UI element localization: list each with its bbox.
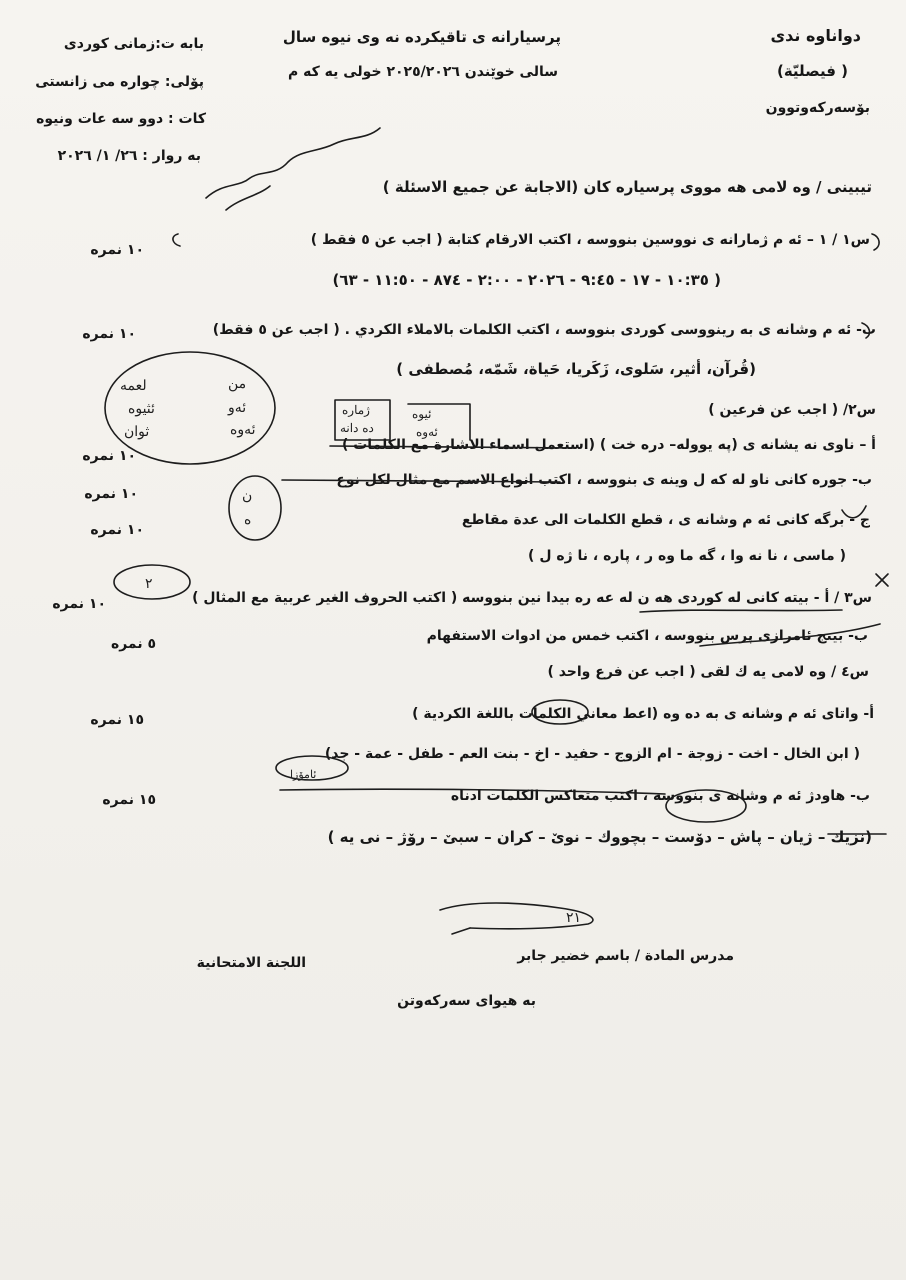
q1-b-mark: ١٠ نمره xyxy=(82,326,136,342)
grade: پۆلى: چواره مى زانستى xyxy=(35,74,204,90)
q4-b-mark: ١٥ نمره xyxy=(102,792,156,808)
svg-text:ن: ن xyxy=(242,488,253,504)
q1-a-numbers: ( ١٠:٣٥ - ١٧ - ٩:٤٥ - ٢٠٢٦ - ٢:٠٠ - ٨٧٤ - ١١:٥٠ - ٦٣) xyxy=(332,271,721,289)
subject: بابه ت:زمانى كوردى xyxy=(63,36,204,52)
q4-b-words: (نزيك – ژيان – پاش – دۆست – بچووك – نوێ – كران – سبێ – رۆژ – نی يه ) xyxy=(327,828,872,846)
q4-a-words: ( ابن الخال - اخت - زوجة - ام الزوج - حفيد - اخ - بنت العم - طفل - عمة - جد) xyxy=(324,746,860,762)
teacher-name: مدرس المادة / باسم خضير جابر xyxy=(517,948,734,964)
q4-a-mark: ١٥ نمره xyxy=(90,712,144,728)
instruction: تيبينى / وه لامى هه مووى پرسياره كان (الاجابة عن جميع الاسئلة ) xyxy=(382,178,872,196)
svg-text:٢: ٢ xyxy=(145,576,153,592)
exam-title: پرسيارانه ى تاقيكرده نه وى نيوه سال xyxy=(282,28,561,46)
exam-time: كات : دوو سه عات ونيوه xyxy=(36,111,206,127)
good-luck-header: بۆسەرکەوتوون xyxy=(765,100,870,116)
q2-c-mark: ١٠ نمره xyxy=(90,522,144,538)
q4-title: س٤ / وه لامى يه ك لقى ( اجب عن فرع واحد ) xyxy=(547,664,869,680)
q3-a-mark: ١٠ نمره xyxy=(52,596,106,612)
q2-b-text: ب- جوره كانى ناو له كه ل وينه ى بنووسه ، اكتب انواع الاسم مع مثال لكل نوع xyxy=(336,472,872,488)
svg-text:ئەوه: ئەوه xyxy=(416,425,438,439)
svg-text:ژماره: ژماره xyxy=(342,403,370,417)
svg-text:ئامۆزا: ئامۆزا xyxy=(290,768,317,781)
svg-text:ثوان: ثوان xyxy=(124,424,150,440)
q2-c-words: ( ماسى ، نا نه وا ، گه ما وه ر ، پاره ، نا ژه ل ) xyxy=(528,548,846,564)
exam-committee: اللجنة الامتحانية xyxy=(196,955,306,971)
q4-b-text: ب- هاودژ ئه م وشانه ى بنووسه ، اكتب متعاكس الكلمات ادناه xyxy=(450,788,870,804)
q2-title: س٢/ ( اجب عن فرعين ) xyxy=(708,402,876,418)
q3-b-mark: ٥ نمره xyxy=(110,636,156,652)
school-name: دواناوه ندى xyxy=(770,26,861,45)
exam-date: به روار : ٢٦/ ١/ ٢٠٢٦ xyxy=(57,148,201,164)
svg-text:ئەوه: ئەوه xyxy=(230,422,256,438)
q1-a-text: س١ / ١ – ئه م ژمارانه ى نووسين بنووسه ، اكتب الارقام كتابة ( اجب عن ٥ فقط ) xyxy=(310,232,870,248)
school-branch: ( فيصلیّة) xyxy=(776,62,848,80)
q2-a-text: أ – ناوى نه يشانه ى (په يووله– دره خت ) (استعمل اسماء الاشارة مع الكلمات ) xyxy=(341,437,876,453)
q1-b-text: ب- ئه م وشانه ى به رينووسى كوردى بنووسه ، اكتب الكلمات بالاملاء الكردي . ( اجب عن ٥ فقط) xyxy=(212,322,876,338)
svg-text:ئەو: ئەو xyxy=(228,400,247,416)
q1-b-words: (قُرآن، أثير، سَلوى، زَكَريا، حَياة، شَمّه، مُصطفى ) xyxy=(396,360,756,378)
svg-text:ئثيوه: ئثيوه xyxy=(128,401,155,417)
svg-text:٢١: ٢١ xyxy=(566,910,582,926)
svg-text:ئیوه: ئیوه xyxy=(412,407,432,421)
academic-year: سالى خوێندن ٢٠٢٥/٢٠٢٦ خولى يه كه م xyxy=(288,64,558,80)
q3-a-text: س٣ / أ - بيته كانى له كوردى هه ن له عه ره بيدا نين بنووسه ( اكتب الحروف الغير عربية مع المثال ) xyxy=(192,590,872,606)
q2-b-mark: ١٠ نمره xyxy=(84,486,138,502)
svg-text:من: من xyxy=(228,376,247,392)
svg-text:ه: ه xyxy=(244,512,252,528)
q1-a-mark: ١٠ نمره xyxy=(90,242,144,258)
q3-b-text: ب- بينج ئامرازى پرس بنووسه ، اكتب خمس من ادوات الاستفهام xyxy=(426,628,868,644)
good-luck-footer: به هيواى سەركەوتن xyxy=(397,993,536,1009)
svg-text:ده دانه: ده دانه xyxy=(340,421,374,435)
q2-a-mark: ١٠ نمره xyxy=(82,448,136,464)
svg-text:لعمه: لعمه xyxy=(120,378,147,394)
q4-a-text: أ- واتاى ئه م وشانه ى به ده وه (اعط معاني الكلمات باللغة الكردية ) xyxy=(412,706,874,722)
q2-c-text: ج - برگه كانى ئه م وشانه ى ، قطع الكلمات الى عدة مقاطع xyxy=(461,512,870,528)
